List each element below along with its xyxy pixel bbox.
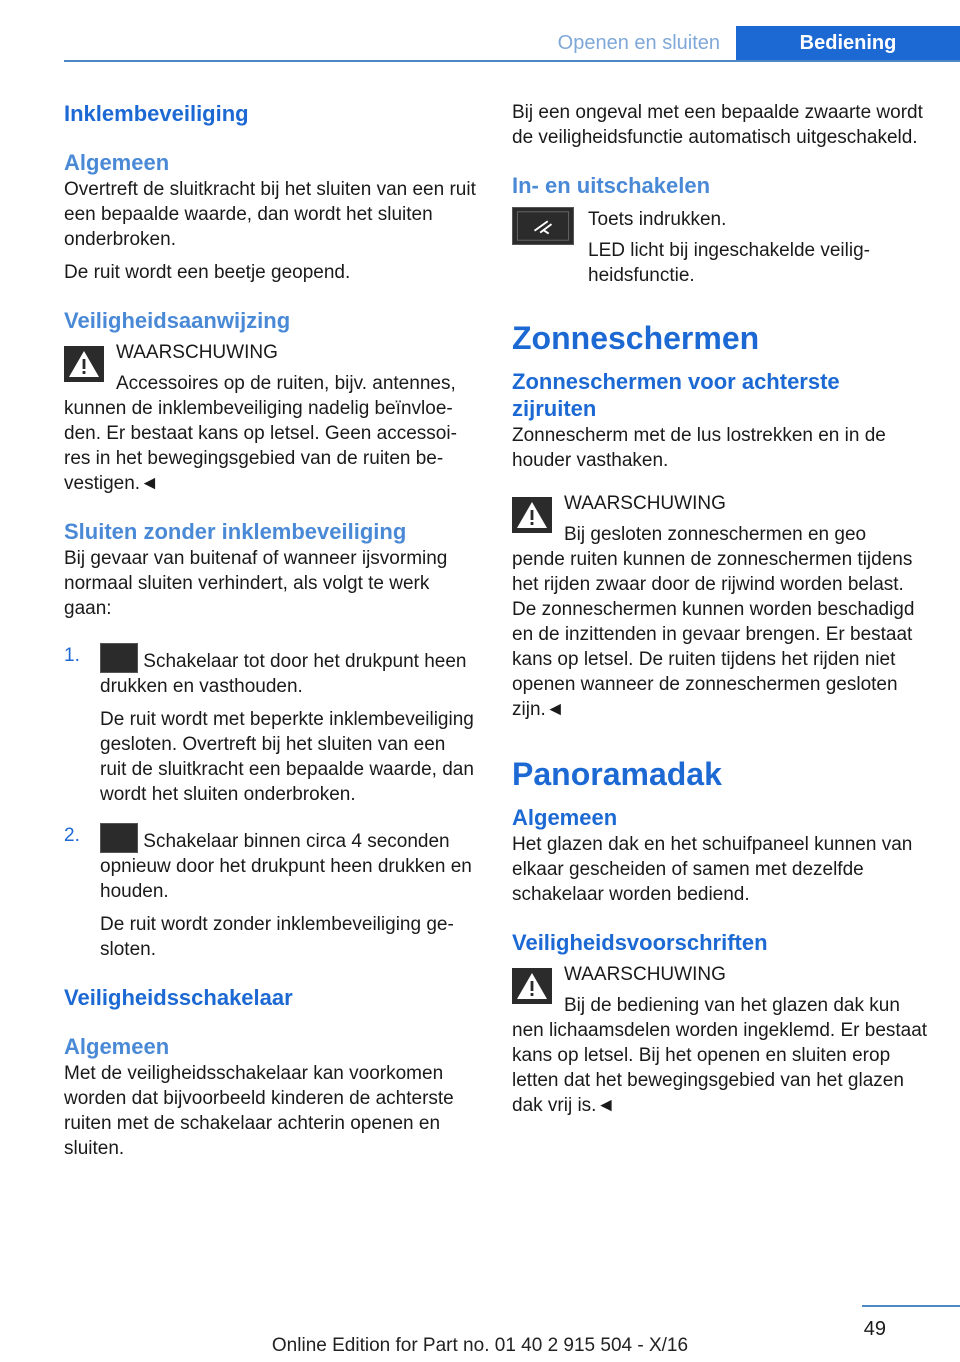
warning-triangle-icon [64,346,104,382]
heading-algemeen: Algemeen [64,1034,170,1059]
left-column [64,100,476,1161]
heading-veiligheidsaanwijzing: Veiligheidsaanwijzing [64,308,291,333]
section-title-inklembeveiliging: Inklembeveiliging [64,101,249,126]
warning-text: Bij de bediening van het glazen dak kun [564,995,900,1016]
warning-title: WAARSCHUWING [116,342,278,363]
warning-triangle-icon [512,968,552,1004]
instruction-text: LED licht bij ingeschakelde veiligheidsfunctie. [588,240,870,286]
step-detail: De ruit wordt zonder inklembeveiliging gesloten. [100,914,454,960]
warning-text-continued: pende ruiten kunnen de zonneschermen tijdens het rijden zwaar door de rijwind worden belast. De zonneschermen kunnen worden beschadigd en de inzittenden in gevaar brengen. Er bestaat kans op letsel. De ruiten tijdens het rijden niet openen wanneer de zonneschermen gesloten zijn.◄ [512,549,915,720]
window-switch-icon [100,643,138,673]
footer-edition: Online Edition for Part no. 01 40 2 915 504 - X/16 [271,1335,689,1356]
warning-text-continued: nen lichaamsdelen worden ingeklemd. Er bestaat kans op letsel. Bij het openen en sluiten erop letten dat het bewegingsgebied van het glazen dak vrij is.◄ [512,1020,928,1116]
section-title-panoramadak: Panoramadak [512,756,722,792]
step-number: 2. [64,825,80,846]
warning-triangle-icon [512,497,552,533]
paragraph: Zonnescherm met de lus lostrekken en in de houder vasthaken. [512,425,886,471]
warning-text: Bij gesloten zonneschermen en geo [564,524,867,545]
safety-switch-icon [512,207,574,245]
paragraph: De ruit wordt een beetje geopend. [64,262,351,283]
heading-algemeen: Algemeen [64,150,170,175]
window-switch-icon [100,823,138,853]
heading-in-uitschakelen: In- en uitschakelen [512,173,711,198]
header-divider [64,60,960,62]
section-title-zonneschermen: Zonneschermen [512,320,760,356]
page-number: 49 [863,1318,886,1340]
tab-bediening[interactable]: Bediening [736,26,960,60]
list-item [64,823,476,962]
heading-veiligheidsvoorschriften: Veiligheidsvoorschriften [512,930,768,955]
list-item [64,643,476,807]
warning-title: WAARSCHUWING [564,493,726,514]
warning-text-continued: kunnen de inklembeveiliging nadelig beïnvloeden. Er bestaat kans op letsel. Geen accessoires in het bewegingsgebied van de ruiten bevestigen.◄ [64,398,457,494]
instruction-text: Toets indrukken. [588,209,727,230]
heading-sluiten-zonder: Sluiten zonder inklembeveiliging [64,519,407,544]
warning-box [512,962,930,1118]
step-text: Schakelaar binnen circa 4 seconden opnieuw door het drukpunt heen drukken en houden. [100,831,472,902]
step-number: 1. [64,645,80,666]
heading-zonneschermen-achterste: Zonneschermen voor achterste zijruiten [512,369,840,421]
paragraph: Het glazen dak en het schuifpaneel kunnen van elkaar gescheiden of samen met dezelfde schakelaar worden bediend. [512,834,913,905]
right-column [512,100,930,1118]
paragraph: Met de veiligheidsschakelaar kan voorkomen worden dat bijvoorbeeld kinderen de achterste ruiten met de schakelaar achterin openen en sluiten. [64,1063,454,1159]
footer-divider [862,1305,960,1307]
warning-text: Accessoires op de ruiten, bijv. antennes, [116,373,456,394]
warning-box [512,491,930,722]
heading-algemeen: Algemeen [512,805,618,830]
paragraph: Bij gevaar van buitenaf of wanneer ijsvorming normaal sluiten verhindert, als volgt te werk gaan: [64,548,448,619]
paragraph: Bij een ongeval met een bepaalde zwaarte wordt de veiligheidsfunctie automatisch uitgeschakeld. [512,102,923,148]
heading-veiligheidsschakelaar: Veiligheidsschakelaar [64,985,293,1010]
breadcrumb-section[interactable]: Openen en sluiten [557,32,720,54]
warning-title: WAARSCHUWING [564,964,726,985]
warning-box [64,340,476,496]
page-header [64,26,960,62]
paragraph: Overtreft de sluitkracht bij het sluiten van een ruit een bepaalde waarde, dan wordt het sluiten onderbroken. [64,179,476,250]
steps-list [64,643,476,962]
step-detail: De ruit wordt met beperkte inklembeveiliging gesloten. Overtreft bij het sluiten van een ruit de sluitkracht een bepaalde waarde, dan wordt het sluiten onderbroken. [100,709,474,805]
step-text: Schakelaar tot door het drukpunt heen drukken en vasthouden. [100,651,467,697]
button-instruction [512,207,930,288]
